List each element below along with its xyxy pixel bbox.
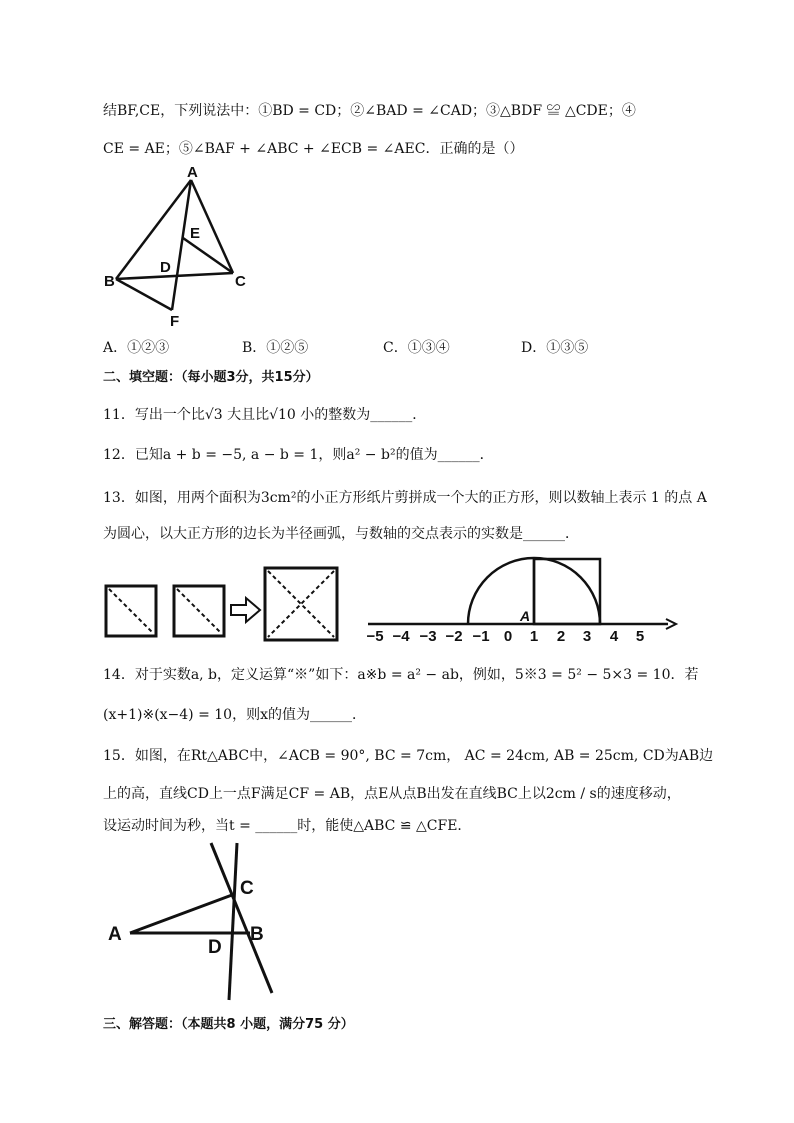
- choice-a: A．①②③: [103, 340, 170, 356]
- tick-label: 0: [503, 628, 513, 645]
- q13-line-1: 13．如图，用两个面积为3cm²的小正方形纸片剪拼成一个大的正方形，则以数轴上表示 1 的点 A: [103, 490, 707, 506]
- q14-line-1: 14．对于实数a, b，定义运算“※”如下：a※b = a² − ab，例如，5※3 = 5² − 5×3 = 10．若: [103, 667, 699, 683]
- q10-figure: [100, 160, 260, 332]
- q13-figure: [100, 553, 680, 645]
- tick-label: 2: [556, 628, 566, 645]
- label-d: D: [208, 937, 222, 958]
- point-a-label: A: [520, 608, 531, 624]
- segment-bc: [116, 273, 233, 279]
- q10-line-2: CE = AE；⑤∠BAF + ∠ABC + ∠ECB = ∠AEC．正确的是（）: [103, 141, 524, 157]
- section-3-title: 三、解答题：（本题共8 小题，满分75 分）: [103, 1017, 354, 1032]
- label-b: B: [104, 273, 115, 290]
- q15-figure: [100, 840, 290, 1005]
- label-e: E: [190, 225, 201, 242]
- tick-label: 5: [635, 628, 645, 645]
- label-d: D: [160, 259, 171, 276]
- label-a: A: [187, 164, 198, 181]
- q12-text: 12．已知a + b = −5, a − b = 1，则a² − b²的值为______．: [103, 447, 494, 463]
- label-b: B: [250, 924, 264, 945]
- tick-label: −2: [445, 628, 463, 645]
- q10-line-1: 结BF,CE，下列说法中：①BD = CD；②∠BAD = ∠CAD；③△BDF ≌ △CDE；④: [103, 103, 636, 119]
- label-c: C: [235, 273, 246, 290]
- tick-label: 1: [529, 628, 539, 645]
- segment-ac: [130, 895, 232, 933]
- tick-label: −5: [366, 628, 384, 645]
- tick-label: −1: [472, 628, 490, 645]
- label-a: A: [108, 924, 122, 945]
- q15-line-2: 上的高，直线CD上一点F满足CF = AB，点E从点B出发在直线BC上以2cm / s的速度移动，: [103, 786, 681, 802]
- label-c: C: [240, 878, 254, 899]
- tick-label: 4: [609, 628, 619, 645]
- diagonal-2: [177, 589, 221, 633]
- q15-line-1: 15．如图，在Rt△ABC中，∠ACB = 90°, BC = 7cm， AC = 24cm, AB = 25cm, CD为AB边: [103, 748, 714, 764]
- choice-d: D．①③⑤: [521, 340, 589, 356]
- tick-label: −3: [419, 628, 437, 645]
- arrow-icon: [231, 598, 260, 622]
- q15-line-3: 设运动时间为秒，当t = ______时，能使△ABC ≌ △CFE．: [103, 818, 472, 834]
- label-f: F: [170, 313, 180, 330]
- q13-line-2: 为圆心，以大正方形的边长为半径画弧，与数轴的交点表示的实数是______．: [103, 526, 579, 542]
- line-cd: [229, 843, 237, 1000]
- tick-label: −4: [392, 628, 410, 645]
- section-2-title: 二、填空题：（每小题3分，共15分）: [103, 370, 319, 385]
- choice-b: B．①②⑤: [242, 340, 309, 356]
- q11-text: 11．写出一个比√3 大且比√10 小的整数为______．: [103, 407, 427, 423]
- choice-c: C．①③④: [383, 340, 450, 356]
- segment-bf: [116, 279, 172, 310]
- big-square: [265, 568, 337, 640]
- axis-square: [534, 559, 600, 624]
- line-bc: [211, 843, 272, 993]
- tick-label: 3: [582, 628, 592, 645]
- diagonal-1: [109, 589, 153, 633]
- q14-line-2: (x+1)※(x−4) = 10，则x的值为______．: [103, 707, 366, 723]
